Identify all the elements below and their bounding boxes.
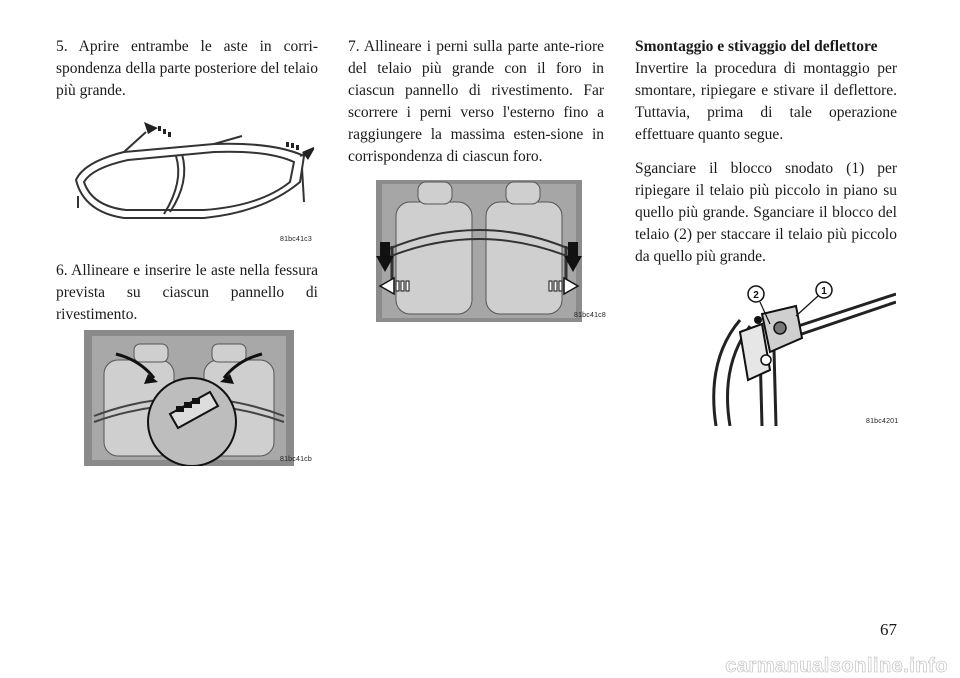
step-7-paragraph: 7. Allineare i perni sulla parte ante-riore del telaio più grande con il foro in ciascun pannello di rivestimento. Far scorrere i perni verso l'esterno fino a raggiungere la massima esten-sione in corrispondenza di ciascun foro. <box>348 38 604 165</box>
figure-code-3: 81bc41c8 <box>574 312 606 319</box>
callout-2-label: 2 <box>753 290 759 301</box>
figure-align-pins <box>376 180 606 322</box>
watermark: carmanualsonline.info <box>725 655 948 677</box>
text-column-3 <box>635 36 897 268</box>
figure-code-2: 81bc41cb <box>280 456 312 463</box>
figure-insert-rods <box>84 330 312 466</box>
figure-joint-lock <box>700 280 899 426</box>
page-number: 67 <box>880 620 897 639</box>
align-pins-illustration <box>376 180 582 322</box>
step-5-paragraph: 5. Aprire entrambe le aste in corri-spondenza della parte posteriore del telaio più grande. <box>56 38 318 99</box>
intro-paragraph: Invertire la procedura di montaggio per smontare, ripiegare e stivare il deflettore. Tuttavia, prima di tale operazione effettuare quanto segue. <box>635 60 897 143</box>
step-6-block <box>56 260 318 326</box>
frame-open-rods-illustration <box>64 112 314 244</box>
figure-code-1: 81bc41c3 <box>280 236 312 243</box>
section-heading: Smontaggio e stivaggio del deflettore <box>635 38 878 55</box>
callout-1-label: 1 <box>821 286 827 297</box>
figure-frame-open-rods <box>64 112 314 244</box>
joint-lock-illustration <box>700 280 899 426</box>
insert-rods-illustration <box>84 330 294 466</box>
release-paragraph: Sganciare il blocco snodato (1) per ripiegare il telaio più piccolo in piano su quello più grande. Sganciare il blocco del telaio (2) per staccare il telaio più piccolo da quello più grande. <box>635 160 897 265</box>
figure-code-4: 81bc4201 <box>866 418 899 425</box>
step-6-paragraph: 6. Allineare e inserire le aste nella fessura prevista su ciascun pannello di rivestimento. <box>56 262 318 323</box>
text-column-2 <box>348 36 604 168</box>
text-column-1 <box>56 36 318 102</box>
